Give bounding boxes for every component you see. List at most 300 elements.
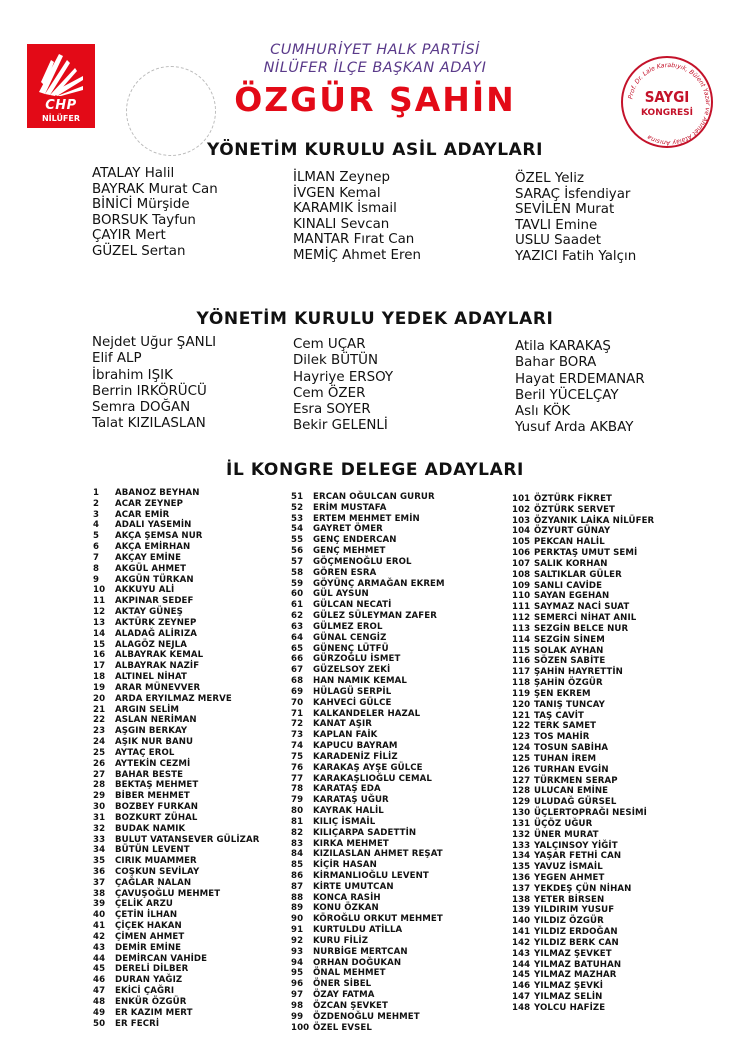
delegate-number: 59 [291, 578, 304, 589]
delegate-number: 41 [93, 921, 106, 932]
candidate-name-item: USLU Saadet [515, 233, 602, 249]
delegate-name: ERİM MUSTAFA [313, 502, 387, 513]
candidate-name-item: BAYRAK Murat Can [92, 181, 218, 197]
delegate-name: DEMİR EMİNE [115, 942, 182, 953]
delegate-number: 29 [93, 791, 106, 802]
delegate-name: YEGEN AHMET [534, 872, 605, 883]
delegate-name: BUDAK NAMIK [115, 823, 186, 834]
delegate-name: BAHAR BESTE [115, 769, 184, 780]
delegate-name: ENKÜR ÖZGÜR [115, 996, 187, 1007]
delegate-row [93, 954, 259, 965]
delegate-row [93, 921, 259, 932]
delegate-name: GÖYÜNÇ ARMAĞAN EKREM [313, 578, 445, 589]
delegate-number: 88 [291, 892, 304, 903]
delegate-number: 112 [512, 613, 531, 624]
delegate-name: ÖZYURT GÜNAY [534, 526, 611, 537]
delegate-row [291, 784, 445, 795]
delegate-row [291, 1012, 445, 1023]
delegate-name: KARATAŞ EDA [313, 784, 381, 795]
delegate-name: ALBAYRAK NAZİF [115, 661, 200, 672]
delegate-number: 12 [93, 607, 106, 618]
delegate-name: GÜZELSOY ZEKİ [313, 665, 391, 676]
delegate-row [93, 867, 259, 878]
delegate-number: 82 [291, 827, 304, 838]
delegate-number: 116 [512, 656, 531, 667]
delegate-row [93, 824, 259, 835]
delegate-number: 114 [512, 634, 531, 645]
delegate-number: 23 [93, 726, 106, 737]
delegate-number: 135 [512, 862, 531, 873]
delegate-number: 101 [512, 494, 531, 504]
candidate-name-item: Hayat ERDEMANAR [515, 371, 645, 387]
delegate-name: ALTINEL NİHAT [115, 672, 188, 683]
delegate-name: TANIŞ TUNCAY [534, 699, 606, 710]
delegate-row [291, 958, 445, 969]
delegate-name: ÇELİK ARZU [115, 899, 173, 910]
delegate-name: YEKDEŞ ÇÜN NİHAN [534, 883, 632, 894]
delegate-row [512, 678, 654, 689]
delegate-row [93, 964, 259, 975]
delegate-row [512, 851, 654, 862]
delegate-number: 90 [291, 914, 304, 925]
delegate-row [291, 1023, 445, 1034]
delegate-name: ACAR ZEYNEP [115, 498, 184, 509]
delegate-name: DERELİ DİLBER [115, 964, 189, 975]
delegate-number: 102 [512, 504, 531, 515]
delegate-row [93, 542, 259, 553]
delegate-name: SAYMAZ NACİ SUAT [534, 602, 630, 613]
delegate-name: ÇİMEN AHMET [115, 931, 185, 942]
delegate-name: COŞKUN SEVİLAY [115, 866, 200, 877]
candidate-name-item: Esra SOYER [293, 402, 371, 418]
delegate-row [291, 968, 445, 979]
delegate-row [93, 791, 259, 802]
delegate-row [291, 665, 445, 676]
seal-title: SAYGI [644, 88, 690, 106]
delegate-name: ŞAHİN ÖZGÜR [534, 678, 603, 689]
delegate-row [93, 878, 259, 889]
candidate-name-item: Aslı KÖK [515, 404, 571, 420]
party-name: CUMHURİYET HALK PARTİSİ [270, 42, 480, 58]
delegates-col1 [93, 488, 259, 1029]
delegate-row [291, 730, 445, 741]
delegate-number: 6 [93, 542, 100, 553]
delegate-row [93, 661, 259, 672]
delegate-number: 7 [93, 552, 100, 563]
executive-main-col3 [515, 171, 636, 265]
delegate-number: 104 [512, 526, 531, 537]
delegate-row [93, 629, 259, 640]
delegate-number: 121 [512, 710, 531, 721]
delegate-name: ÖZTÜRK FİKRET [534, 494, 613, 504]
logo-party: CHP [45, 98, 77, 113]
delegate-number: 80 [291, 806, 304, 817]
delegate-row [93, 1008, 259, 1019]
delegate-name: KİRTE UMUTCAN [313, 881, 394, 892]
delegate-name: BÜTÜN LEVENT [115, 845, 190, 856]
delegate-name: ERCAN OĞULCAN GURUR [313, 492, 435, 502]
delegate-number: 126 [512, 764, 531, 775]
delegate-name: GENÇ ENDERCAN [313, 535, 397, 546]
delegate-name: KURU FİLİZ [313, 935, 369, 946]
delegate-row [291, 503, 445, 514]
delegate-name: YILDIRIM YUSUF [534, 905, 615, 916]
delegate-number: 140 [512, 916, 531, 927]
delegate-row [512, 992, 654, 1003]
delegate-number: 34 [93, 845, 106, 856]
delegate-row [512, 635, 654, 646]
executive-substitute-col1 [92, 335, 216, 433]
delegate-name: KARADENİZ FİLİZ [313, 751, 398, 762]
delegate-name: ACAR EMİR [115, 509, 170, 520]
delegate-name: ABANOZ BEYHAN [115, 488, 200, 498]
delegate-name: ADALI YASEMİN [115, 520, 192, 531]
delegate-name: KÖROĞLU ORKUT MEHMET [313, 914, 443, 925]
delegate-name: YILMAZ SELİN [534, 992, 603, 1003]
delegate-row [93, 975, 259, 986]
delegate-number: 10 [93, 585, 106, 596]
executive-main-heading: YÖNETİM KURULU ASİL ADAYLARI [206, 140, 544, 160]
delegate-row [512, 656, 654, 667]
delegate-number: 47 [93, 986, 106, 997]
delegate-name: GÜNAL CENGİZ [313, 632, 387, 643]
delegate-number: 85 [291, 860, 304, 871]
delegate-row [512, 776, 654, 787]
delegate-name: NURBİGE MERTCAN [313, 946, 408, 957]
delegate-number: 35 [93, 856, 106, 867]
delegate-row [512, 700, 654, 711]
delegate-row [93, 715, 259, 726]
delegate-row [512, 830, 654, 841]
delegate-row [93, 596, 259, 607]
delegate-number: 65 [291, 643, 304, 654]
delegate-name: AKÇAY EMİNE [115, 552, 182, 563]
delegate-name: SEZGİN BELCE NUR [534, 623, 629, 634]
delegate-name: AKGÜN TÜRKAN [115, 574, 194, 585]
delegate-number: 78 [291, 784, 304, 795]
delegate-name: ALBAYRAK KEMAL [115, 650, 204, 661]
delegate-number: 148 [512, 1002, 531, 1013]
candidate-name-item: ÇAYIR Mert [92, 228, 166, 244]
delegate-name: GÜRZOĞLU İSMET [313, 654, 401, 665]
delegate-name: SEZGİN SİNEM [534, 634, 605, 645]
delegate-number: 51 [291, 492, 304, 502]
delegate-row [93, 737, 259, 748]
delegate-name: ÇAVUŞOĞLU MEHMET [115, 888, 221, 899]
delegate-name: YILMAZ MAZHAR [534, 970, 617, 981]
candidate-name-item: MEMİÇ Ahmet Eren [293, 247, 421, 263]
delegate-number: 136 [512, 872, 531, 883]
delegate-number: 43 [93, 942, 106, 953]
delegate-name: KALKANDELER HAZAL [313, 708, 421, 719]
delegate-number: 79 [291, 795, 304, 806]
candidate-name-item: Cem UÇAR [293, 337, 366, 352]
delegate-row [93, 607, 259, 618]
delegate-name: ÜÇLERTOPRAĞI NESİMİ [534, 808, 647, 819]
delegate-row [93, 802, 259, 813]
delegate-number: 50 [93, 1018, 106, 1029]
delegate-row [512, 613, 654, 624]
delegate-number: 70 [291, 697, 304, 708]
delegate-name: KAHVECİ GÜLCE [313, 697, 392, 708]
delegate-name: GENÇ MEHMET [313, 546, 386, 557]
candidate-name-item: İbrahim IŞIK [92, 367, 173, 383]
delegate-name: KİRMANLIOĞLU LEVENT [313, 870, 429, 881]
delegate-number: 100 [291, 1022, 310, 1033]
delegate-number: 107 [512, 558, 531, 569]
delegate-row [93, 553, 259, 564]
delegate-row [291, 654, 445, 665]
delegate-row [93, 899, 259, 910]
delegate-row [512, 895, 654, 906]
delegate-number: 17 [93, 661, 106, 672]
candidate-name-item: Bekir GELENLİ [293, 418, 388, 434]
delegate-name: AYTEKİN CEZMİ [115, 758, 191, 769]
delegate-name: ER KAZIM MERT [115, 1007, 193, 1018]
candidate-name-item: Semra DOĞAN [92, 400, 191, 416]
delegate-number: 39 [93, 899, 106, 910]
candidate-name-item: ATALAY Halil [92, 166, 175, 181]
delegate-row [291, 589, 445, 600]
delegate-number: 109 [512, 580, 531, 591]
delegate-name: KAYRAK HALİL [313, 806, 384, 817]
candidate-name-item: TAVLI Emine [515, 217, 598, 233]
delegate-row [291, 828, 445, 839]
delegate-name: ARDA ERYILMAZ MERVE [115, 693, 232, 704]
delegate-name: KANAT AŞIR [313, 719, 372, 730]
delegate-name: KONU ÖZKAN [313, 903, 379, 914]
delegate-row [512, 884, 654, 895]
candidate-name-item: ÖZEL Yeliz [515, 171, 584, 186]
delegate-row [512, 819, 654, 830]
delegate-number: 64 [291, 632, 304, 643]
delegate-row [512, 1003, 654, 1014]
executive-substitute-heading: YÖNETİM KURULU YEDEK ADAYLARI [196, 309, 554, 329]
delegate-number: 42 [93, 931, 106, 942]
delegate-number: 16 [93, 650, 106, 661]
candidate-name-item: İLMAN Zeynep [293, 170, 390, 185]
delegate-name: TAŞ CAVİT [534, 710, 585, 721]
delegate-number: 44 [93, 953, 106, 964]
delegate-number: 93 [291, 946, 304, 957]
delegate-row [93, 910, 259, 921]
delegate-number: 46 [93, 975, 106, 986]
delegate-name: ALAGÖZ NEJLA [115, 639, 187, 650]
delegate-row [93, 986, 259, 997]
delegate-number: 15 [93, 639, 106, 650]
delegate-name: DURAN YAĞIZ [115, 975, 183, 986]
delegate-row [291, 524, 445, 535]
delegate-row [512, 808, 654, 819]
delegate-name: GÜLCAN NECATİ [313, 600, 392, 611]
delegate-row [512, 570, 654, 581]
delegate-number: 53 [291, 513, 304, 524]
delegate-row [291, 600, 445, 611]
delegates-heading: İL KONGRE DELEGE ADAYLARI [226, 460, 524, 480]
delegate-name: ULUDAĞ GÜRSEL [534, 797, 617, 808]
delegate-number: 40 [93, 910, 106, 921]
delegate-number: 86 [291, 870, 304, 881]
delegate-number: 91 [291, 925, 304, 936]
delegate-name: ÖZYANIK LAİKA NİLÜFER [534, 515, 655, 526]
delegate-number: 131 [512, 818, 531, 829]
delegate-row [512, 949, 654, 960]
delegate-name: AKTAY GÜNEŞ [115, 607, 183, 618]
delegate-number: 8 [93, 563, 100, 574]
delegate-name: YILDIZ ÖZGÜR [534, 916, 604, 927]
delegate-row [291, 579, 445, 590]
delegate-row [512, 916, 654, 927]
delegate-row [291, 903, 445, 914]
delegate-row [512, 797, 654, 808]
delegate-name: KAPLAN FAİK [313, 730, 378, 741]
delegate-row [93, 488, 259, 499]
delegate-number: 3 [93, 509, 100, 520]
delegate-row [291, 860, 445, 871]
delegate-number: 123 [512, 732, 531, 743]
delegate-name: GAYRET ÖMER [313, 524, 383, 535]
delegate-name: KIRKA MEHMET [313, 838, 389, 849]
delegate-name: ÖNER SİBEL [313, 979, 372, 990]
delegate-name: KAPUCU BAYRAM [313, 741, 398, 752]
delegate-name: KILIÇARPA SADETTİN [313, 827, 417, 838]
candidate-name-item: YAZICI Fatih Yalçın [515, 248, 637, 264]
delegate-name: CIRIK MUAMMER [115, 856, 197, 867]
delegate-number: 19 [93, 682, 106, 693]
seal-ring-text: Prof. Dr. Lale Karabıyık, Bülent Yazar ve Ahmet Atalay Anısına [627, 61, 712, 147]
delegate-number: 98 [291, 1000, 304, 1011]
delegate-row [93, 672, 259, 683]
delegate-row [93, 932, 259, 943]
delegate-row [93, 1019, 259, 1030]
delegate-number: 25 [93, 747, 106, 758]
delegate-number: 49 [93, 1007, 106, 1018]
delegate-name: ERTEM MEHMET EMİN [313, 513, 420, 524]
delegate-name: AKÇA ŞEMSA NUR [115, 531, 203, 542]
delegate-number: 143 [512, 948, 531, 959]
delegate-row [291, 936, 445, 947]
candidate-name-item: Dilek BÜTÜN [293, 353, 378, 369]
delegate-number: 146 [512, 981, 531, 992]
delegate-row [93, 650, 259, 661]
delegate-number: 115 [512, 645, 531, 656]
candidate-name-item: SEVİLEN Murat [515, 202, 615, 218]
delegate-number: 5 [93, 531, 100, 542]
delegate-row [291, 676, 445, 687]
candidate-name-item: Beril YÜCELÇAY [515, 387, 619, 403]
delegate-row [512, 981, 654, 992]
candidate-name-item: BORSUK Tayfun [92, 212, 196, 228]
executive-substitute-col3 [515, 339, 645, 437]
delegate-number: 56 [291, 546, 304, 557]
delegate-name: GÜL AYSUN [313, 589, 369, 600]
delegate-number: 144 [512, 959, 531, 970]
delegate-number: 111 [512, 602, 531, 613]
delegate-number: 13 [93, 617, 106, 628]
delegate-row [512, 754, 654, 765]
delegate-row [291, 1001, 445, 1012]
delegate-row [512, 927, 654, 938]
delegate-number: 77 [291, 773, 304, 784]
delegate-row [93, 575, 259, 586]
delegate-number: 103 [512, 515, 531, 526]
seal-subtitle: KONGRESİ [640, 108, 694, 118]
delegate-number: 119 [512, 688, 531, 699]
delegate-name: ER FECRİ [115, 1018, 160, 1029]
delegate-name: YAVUZ İSMAİL [534, 862, 603, 873]
delegate-name: YALÇINSOY YİĞİT [534, 840, 618, 851]
candidate-name: ÖZGÜR ŞAHİN [234, 80, 516, 119]
delegate-name: TÜRKMEN SERAP [534, 775, 618, 786]
delegate-row [291, 893, 445, 904]
delegate-row [291, 871, 445, 882]
delegate-row [512, 786, 654, 797]
delegate-number: 125 [512, 753, 531, 764]
delegate-row [291, 817, 445, 828]
delegate-row [291, 622, 445, 633]
delegate-number: 130 [512, 808, 531, 819]
delegate-name: SÖZEN SABİTE [534, 656, 606, 667]
delegate-row [93, 618, 259, 629]
candidate-name-item: GÜZEL Sertan [92, 243, 186, 259]
saygi-kongresi-seal [621, 56, 713, 148]
delegate-number: 61 [291, 600, 304, 611]
logo-district: NİLÜFER [41, 114, 81, 123]
candidate-name-item: Bahar BORA [515, 355, 597, 371]
delegate-name: ORHAN DOĞUKAN [313, 957, 402, 968]
candidate-name-item: Hayriye ERSOY [293, 369, 394, 385]
delegate-number: 20 [93, 693, 106, 704]
delegate-row [512, 646, 654, 657]
delegate-name: SANLI CAVİDE [534, 580, 603, 591]
delegate-name: PEKCAN HALİL [534, 537, 605, 548]
delegate-row [93, 835, 259, 846]
delegate-row [291, 568, 445, 579]
delegate-row [512, 667, 654, 678]
delegate-row [93, 705, 259, 716]
delegate-name: TERK SAMET [534, 721, 597, 732]
delegate-row [93, 585, 259, 596]
delegate-number: 37 [93, 877, 106, 888]
delegate-row [93, 683, 259, 694]
delegate-number: 87 [291, 881, 304, 892]
delegate-number: 26 [93, 758, 106, 769]
delegate-name: YILMAZ ŞEVKİ [534, 981, 604, 992]
delegate-row [512, 624, 654, 635]
delegate-name: TURHAN EVGİN [534, 764, 609, 775]
delegate-name: ÜNER MURAT [534, 829, 599, 840]
delegate-name: AKGÜL AHMET [115, 563, 187, 574]
candidate-name-item: Yusuf Arda AKBAY [515, 420, 634, 436]
delegate-row [512, 526, 654, 537]
delegate-number: 106 [512, 548, 531, 559]
delegate-number: 134 [512, 851, 531, 862]
delegate-name: YILMAZ BATUHAN [534, 959, 622, 970]
delegate-name: AKTÜRK ZEYNEP [115, 617, 197, 628]
delegate-name: ARGIN SELİM [115, 704, 180, 715]
candidate-name-item: SARAÇ İsfendiyar [515, 186, 631, 202]
delegate-name: ÖZEL EVSEL [313, 1022, 372, 1033]
delegate-name: KARAKAŞ AYŞE GÜLCE [313, 762, 423, 773]
delegates-col2 [291, 492, 445, 1033]
delegate-number: 96 [291, 979, 304, 990]
delegate-name: TOS MAHİR [534, 732, 590, 743]
delegate-row [512, 494, 654, 505]
delegate-name: SALIK KORHAN [534, 558, 608, 569]
delegate-row [93, 531, 259, 542]
delegate-number: 99 [291, 1011, 304, 1022]
delegate-number: 66 [291, 654, 304, 665]
